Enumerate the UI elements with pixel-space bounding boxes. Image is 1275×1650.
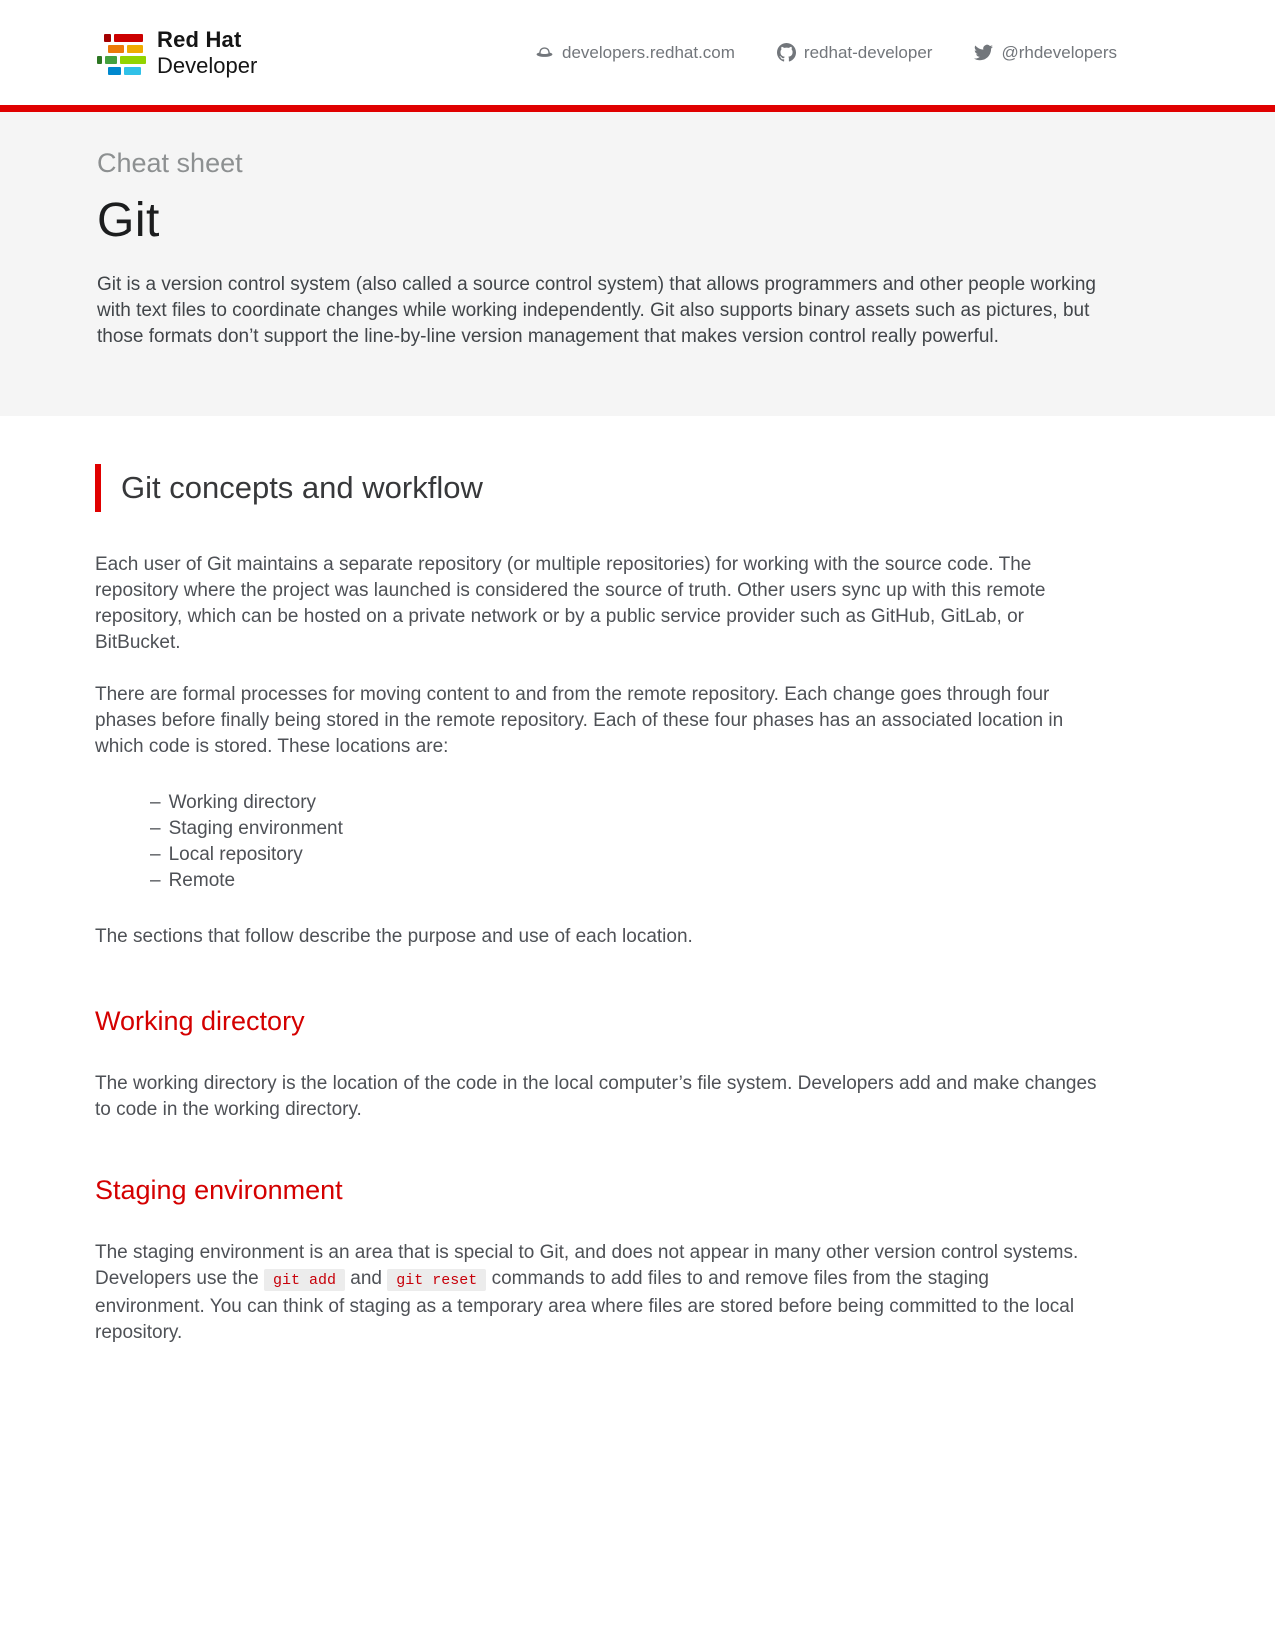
section-paragraph-2: There are formal processes for moving content to and from the remote repository. Each change goes through four phases before finally being stored in the remote repository. Each of these four phases has an associated location in which code is stored. These locations are: bbox=[95, 684, 1064, 757]
header-links bbox=[535, 43, 1117, 63]
eyebrow-label: Cheat sheet bbox=[97, 148, 243, 178]
section-heading: Git concepts and workflow bbox=[95, 464, 1115, 512]
list-item bbox=[150, 790, 1115, 816]
list-dash-marker: – bbox=[150, 870, 161, 891]
inline-code-git-reset: git reset bbox=[387, 1269, 486, 1291]
section-closing-paragraph: The sections that follow describe the purpose and use of each location. bbox=[95, 926, 693, 947]
list-item bbox=[150, 868, 1115, 894]
logo-subtitle: Developer bbox=[157, 52, 258, 78]
link-github-redhat-developer[interactable] bbox=[777, 43, 933, 63]
working-directory-paragraph: The working directory is the location of the code in the local computer’s file system. Developers add and make changes to code in the working directory. bbox=[95, 1073, 1097, 1120]
github-icon bbox=[777, 43, 796, 62]
inline-code-git-add: git add bbox=[264, 1269, 345, 1291]
redhat-developer-logo[interactable] bbox=[97, 27, 257, 78]
page-description: Git is a version control system (also called a source control system) that allows programmers and other people working with text files to coordinate changes while working independently. Git also supports binary assets such as pictures, but those formats don’t support the line-by-line version management that makes version control really powerful. bbox=[97, 274, 1096, 347]
link-label: redhat-developer bbox=[803, 42, 933, 62]
logo-text bbox=[157, 27, 257, 78]
page-header bbox=[0, 0, 1275, 105]
link-twitter-rhdevelopers[interactable] bbox=[974, 43, 1117, 63]
page-title: Git bbox=[97, 194, 160, 247]
list-item-label: Remote bbox=[168, 870, 236, 891]
list-item bbox=[150, 816, 1115, 842]
redhat-logo-mark-icon bbox=[97, 31, 147, 75]
main-content bbox=[0, 416, 1275, 1346]
logo-title: Red Hat bbox=[157, 27, 242, 53]
list-item-label: Working directory bbox=[168, 792, 317, 813]
link-label: developers.redhat.com bbox=[561, 42, 735, 62]
list-item-label: Staging environment bbox=[168, 818, 343, 839]
redhat-fedora-icon bbox=[535, 43, 554, 62]
red-accent-bar bbox=[0, 105, 1275, 112]
staging-text-mid: and bbox=[350, 1268, 382, 1289]
list-dash-marker: – bbox=[150, 844, 161, 865]
staging-environment-paragraph bbox=[95, 1240, 1103, 1346]
locations-list bbox=[150, 790, 1115, 894]
twitter-icon bbox=[974, 43, 993, 62]
subheading-staging-environment: Staging environment bbox=[95, 1175, 343, 1205]
subheading-working-directory: Working directory bbox=[95, 1006, 305, 1036]
hero-section bbox=[0, 112, 1275, 416]
staging-text-prefix: The staging environment is an area that is special to Git, and does not appear in many other version control systems. Developers use the bbox=[95, 1242, 1079, 1289]
section-paragraph-1: Each user of Git maintains a separate repository (or multiple repositories) for working with the source code. The repository where the project was launched is considered the source of truth. Other users sync up with this remote repository, which can be hosted on a private network or by a public service provider such as GitHub, GitLab, or BitBucket. bbox=[95, 554, 1046, 653]
list-dash-marker: – bbox=[150, 792, 161, 813]
link-label: @rhdevelopers bbox=[1001, 42, 1117, 62]
list-item bbox=[150, 842, 1115, 868]
link-developers-redhat-com[interactable] bbox=[535, 43, 735, 63]
list-item-label: Local repository bbox=[168, 844, 303, 865]
list-dash-marker: – bbox=[150, 818, 161, 839]
staging-text-suffix: commands to add files to and remove files from the staging environment. You can think of staging as a temporary area where files are stored before being committed to the local repository. bbox=[95, 1268, 1075, 1343]
